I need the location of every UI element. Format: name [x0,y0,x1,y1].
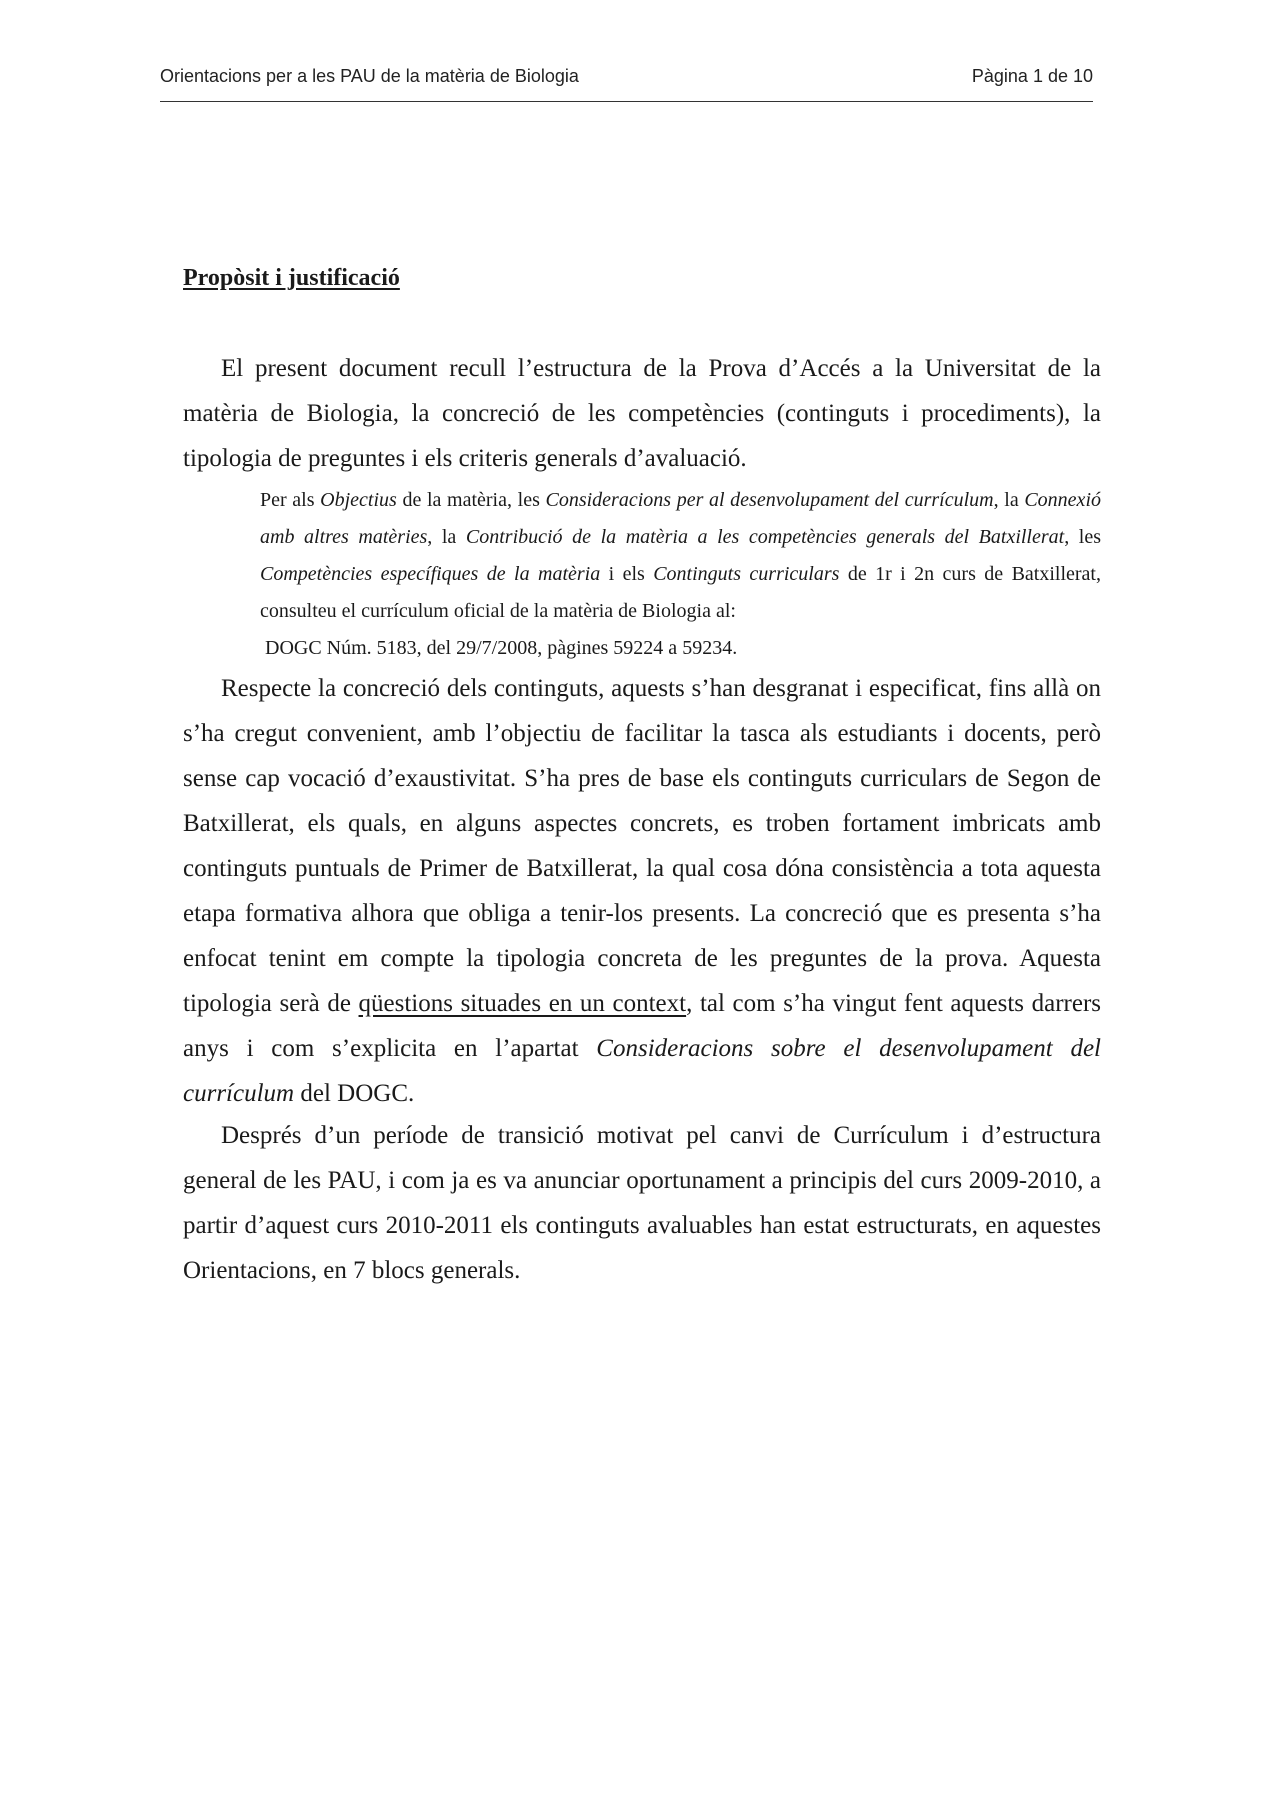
page-number: Pàgina 1 de 10 [971,66,1093,86]
note-italic: Contribució de la matèria a les competències generals del Batxillerat [465,526,1065,548]
note-text: , la [427,526,466,548]
note-italic: Connexió amb altres matèries [260,489,1101,548]
section-title: Propòsit i justificació [183,265,400,291]
note-text: Per als [260,489,321,511]
paragraph-contents [183,666,1101,1116]
italic-phrase: Consideracions sobre el desenvolupament del currículum [183,1035,1102,1107]
note-italic: Continguts curriculars [653,563,840,585]
paragraph-text: , tal com s’ha vingut fent aquests darrers anys i com s’explicita en l’apartat [183,990,1101,1062]
note-text: de 1r i 2n curs de Batxillerat, consulteu el currículum oficial de la matèria de Biologia al: [260,563,1101,622]
underlined-phrase: qüestions situades en un context [358,990,687,1017]
paragraph-intro: El present document recull l’estructura de la Prova d’Accés a la Universitat de la matèria de Biologia, la concreció de les competències (continguts i procediments), la tipologia de preguntes i els criteris generals d’avaluació. [183,355,1101,472]
note-italic: Consideracions per al desenvolupament del currículum [545,489,994,511]
note-text: , les [1064,526,1101,548]
header-divider [160,101,1093,102]
note-italic: Objectius [320,489,397,511]
dogc-reference: DOGC Núm. 5183, del 29/7/2008, pàgines 59224 a 59234. [265,637,738,659]
note-italic: Competències específiques de la matèria [260,563,601,585]
note-text: , la [993,489,1025,511]
paragraph-transition: Després d’un període de transició motivat pel canvi de Currículum i d’estructura general de les PAU, i com ja es va anunciar oportunament a principis del curs 2009-2010, a partir d’aquest curs 2010-2011 els continguts avaluables han estat estructurats, en aquestes Orientacions, en 7 blocs generals. [183,1122,1101,1284]
note-text: i els [600,563,654,585]
page-header [160,66,1093,90]
paragraph-text: del DOGC. [294,1080,415,1107]
header-title: Orientacions per a les PAU de la matèria de Biologia [160,66,579,86]
curriculum-note [260,482,1101,630]
paragraph-text: Respecte la concreció dels continguts, aquests s’han desgranat i especificat, fins allà on s’ha cregut convenient, amb l’objectiu de facilitar la tasca als estudiants i docents, però sense cap vocació d’exaustivitat. S’ha pres de base els continguts curriculars de Segon de Batxillerat, els quals, en alguns aspectes concrets, es troben fortament imbricats amb continguts puntuals de Primer de Batxillerat, la qual cosa dóna consistència a tota aquesta etapa formativa alhora que obliga a tenir-los presents. La concreció que es presenta s’ha enfocat tenint em compte la tipologia concreta de les preguntes de la prova. Aquesta tipologia serà de [183,675,1101,1017]
note-text: de la matèria, les [396,489,546,511]
